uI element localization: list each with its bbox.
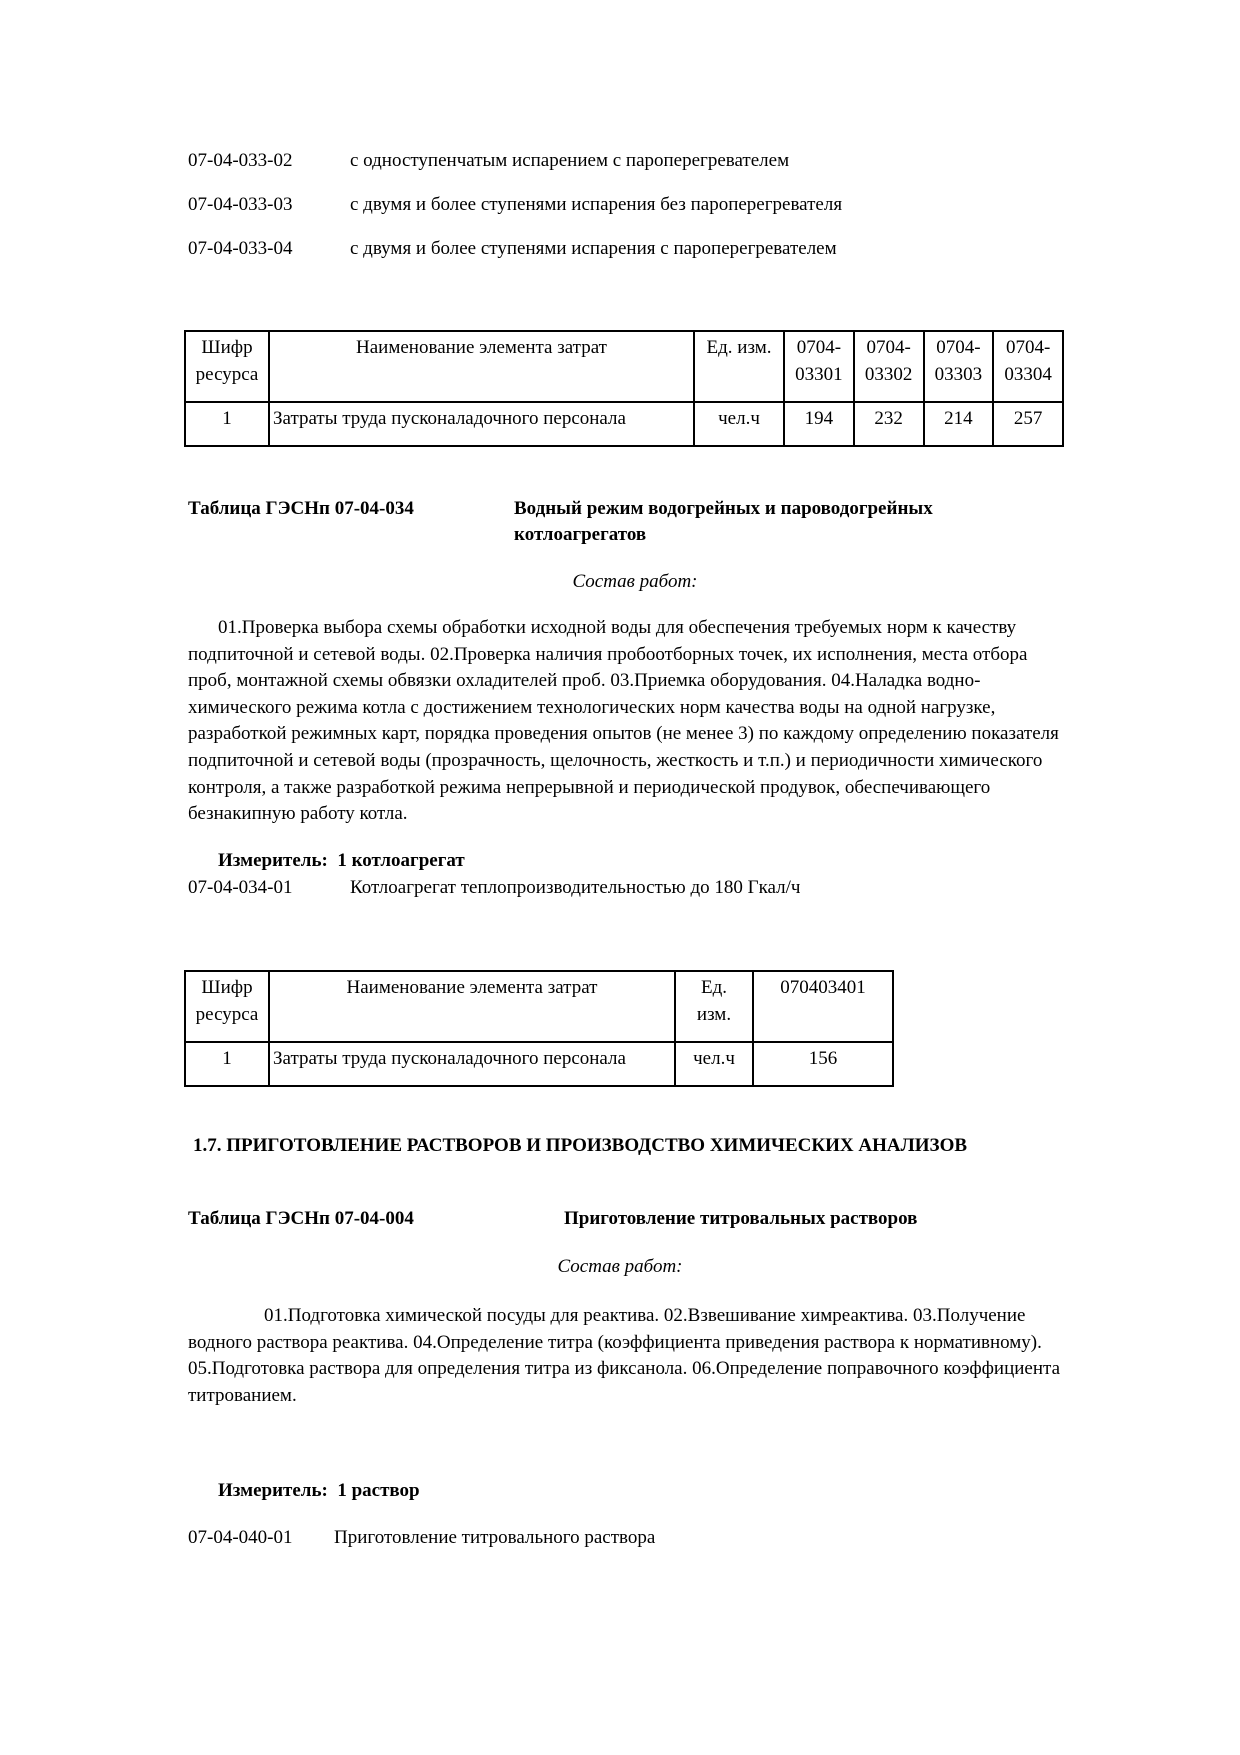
header-col-070403401: 070403401 [753, 971, 893, 1042]
header-col-03302: 0704- 03302 [854, 331, 924, 402]
item-code: 07-04-033-03 [188, 194, 293, 215]
work-composition-heading: Состав работ: [572, 571, 698, 592]
item-description: Котлоагрегат теплопроизводительностью до 180 Гкал/ч [350, 877, 801, 898]
measure-value: 1 раствор [337, 1480, 420, 1501]
work-composition-heading: Состав работ: [557, 1256, 683, 1277]
cell-cost-name: Затраты труда пусконаладочного персонала [269, 402, 694, 446]
item-code: 07-04-033-04 [188, 238, 293, 259]
cell-unit: чел.ч [675, 1042, 753, 1086]
item-code: 07-04-034-01 [188, 877, 293, 898]
cell-value: 257 [993, 402, 1063, 446]
header-col-03303: 0704- 03303 [924, 331, 994, 402]
section-heading: 1.7. ПРИГОТОВЛЕНИЕ РАСТВОРОВ И ПРОИЗВОДСТВО ХИМИЧЕСКИХ АНАЛИЗОВ [193, 1135, 968, 1156]
table-title: Водный режим водогрейных и пароводогрейных [514, 498, 933, 519]
cell-resource-code: 1 [185, 402, 269, 446]
cell-resource-code: 1 [185, 1042, 269, 1086]
table-label: Таблица ГЭСНп 07-04-004 [188, 1208, 414, 1229]
item-description: Приготовление титровального раствора [334, 1527, 656, 1548]
item-description: с одноступенчатым испарением с пароперегревателем [350, 150, 790, 171]
cell-value: 214 [924, 402, 994, 446]
table-row [185, 1042, 893, 1086]
item-code: 07-04-033-02 [188, 150, 293, 171]
header-col-03301: 0704- 03301 [784, 331, 854, 402]
cell-cost-name: Затраты труда пусконаладочного персонала [269, 1042, 675, 1086]
cell-value: 194 [784, 402, 854, 446]
item-description: с двумя и более ступенями испарения с пароперегревателем [350, 238, 837, 259]
measure-label: Измеритель: [218, 850, 328, 871]
measure-label: Измеритель: [218, 1480, 328, 1501]
table-label: Таблица ГЭСНп 07-04-034 [188, 498, 414, 519]
header-cost-name: Наименование элемента затрат [269, 331, 694, 402]
measure-value: 1 котлоагрегат [337, 850, 465, 871]
cell-unit: чел.ч [694, 402, 784, 446]
cell-value: 232 [854, 402, 924, 446]
table-title: Приготовление титровальных растворов [564, 1208, 918, 1229]
measure-line [218, 1480, 420, 1502]
header-resource-code: Шифр ресурса [185, 971, 269, 1042]
measure-line [218, 850, 465, 872]
cell-value: 156 [753, 1042, 893, 1086]
cost-table-034 [184, 970, 894, 1087]
table-row [185, 402, 1063, 446]
item-code: 07-04-040-01 [188, 1527, 293, 1548]
table-header-row [185, 331, 1063, 402]
header-resource-code: Шифр ресурса [185, 331, 269, 402]
header-cost-name: Наименование элемента затрат [269, 971, 675, 1042]
header-col-03304: 0704- 03304 [993, 331, 1063, 402]
item-description: с двумя и более ступенями испарения без пароперегревателя [350, 194, 843, 215]
table-header-row [185, 971, 893, 1042]
header-unit: Ед. изм. [694, 331, 784, 402]
table-title-continued: котлоагрегатов [514, 524, 647, 545]
header-unit: Ед. изм. [675, 971, 753, 1042]
work-composition-text: 01.Проверка выбора схемы обработки исходной воды для обеспечения требуемых норм к качеству подпиточной и сетевой воды. 02.Проверка наличия пробоотборных точек, их исполнения, места отбора проб, монтажной схемы обвязки охладителей проб. 03.Приемка оборудования. 04.Наладка водно-химического режима котла с достижением технологических норм качества воды на одной нагрузке, разработкой режимных карт, порядка проведения опытов (не менее 3) по каждому определению показателя подпиточной и сетевой воды (прозрачность, щелочность, жесткость и т.п.) и периодичности химического контроля, а также разработкой режима непрерывной и периодической продувок, обеспечивающего безнакипную работу котла. [188, 617, 1059, 825]
work-composition-text: 01.Подготовка химической посуды для реактива. 02.Взвешивание химреактива. 03.Получение водного раствора реактива. 04.Определение титра (коэффициента приведения раствора к нормативному). 05.Подготовка раствора для определения титра из фиксанола. 06.Определение поправочного коэффициента титрованием. [188, 1305, 1061, 1406]
cost-table-033 [184, 330, 1064, 447]
